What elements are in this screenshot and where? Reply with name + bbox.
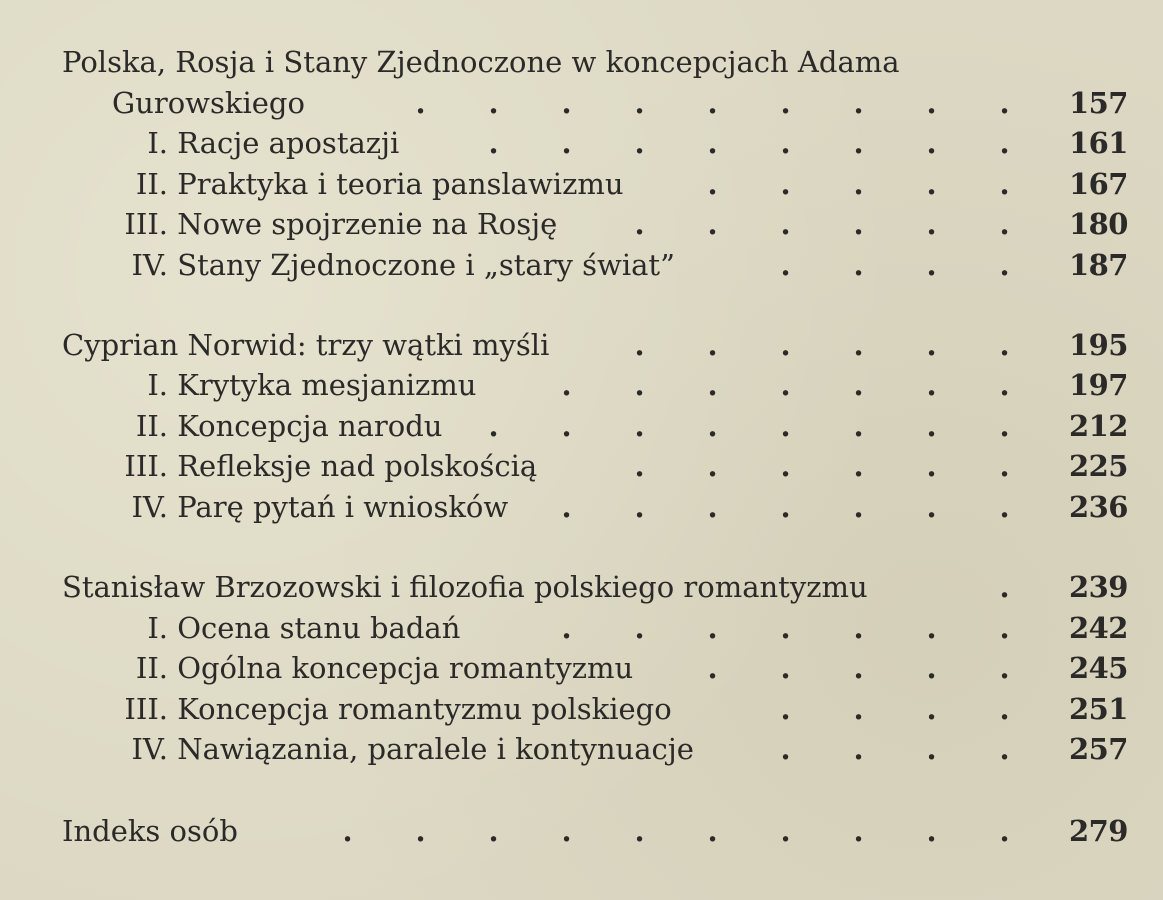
leader-dot: . [780, 732, 791, 766]
chapter-numeral: IV. [131, 248, 168, 282]
leader-dot: . [780, 248, 791, 282]
chapter-numeral: I. [147, 368, 168, 402]
leader-dot: . [926, 167, 937, 201]
leader-dot: . [415, 814, 426, 848]
leader-dot: . [707, 328, 718, 362]
section-title: Polska, Rosja i Stany Zjednoczone w koncepcjach Adama [62, 45, 900, 79]
leader-dot: . [999, 409, 1010, 443]
leader-dot: . [342, 814, 353, 848]
leader-dot: . [561, 126, 572, 160]
leader-dot: . [926, 692, 937, 726]
toc-entry [0, 204, 1163, 244]
leader-dot: . [999, 449, 1010, 483]
chapter-title: Racje apostazji [177, 126, 400, 160]
leader-dot: . [634, 126, 645, 160]
page-number: 242 [1068, 611, 1128, 645]
page-number: 180 [1068, 207, 1128, 241]
leader-dot: . [853, 732, 864, 766]
leader-dot: . [780, 368, 791, 402]
toc-entry [0, 365, 1163, 405]
leader-dot: . [707, 207, 718, 241]
toc-entry [0, 811, 1163, 851]
toc-entry [0, 648, 1163, 688]
leader-dot: . [780, 167, 791, 201]
leader-dot: . [926, 409, 937, 443]
leader-dot: . [999, 248, 1010, 282]
chapter-label [100, 204, 557, 244]
page-number: 279 [1068, 814, 1128, 848]
chapter-label [100, 365, 476, 405]
leader-dot: . [780, 449, 791, 483]
page-number: 195 [1068, 328, 1128, 362]
leader-dot: . [853, 207, 864, 241]
leader-dots [530, 608, 1041, 648]
chapter-numeral: III. [124, 207, 168, 241]
leader-dot: . [926, 651, 937, 685]
leader-dot: . [707, 651, 718, 685]
leader-dot: . [853, 409, 864, 443]
page-number: 245 [1068, 651, 1128, 685]
chapter-label [100, 245, 675, 285]
leader-dot: . [488, 409, 499, 443]
leader-dot: . [634, 611, 645, 645]
leader-dot: . [999, 490, 1010, 524]
page-number: 257 [1068, 732, 1128, 766]
leader-dot: . [561, 86, 572, 120]
page-number: 239 [1068, 570, 1128, 604]
leader-dots [530, 365, 1041, 405]
leader-dot: . [853, 86, 864, 120]
leader-dot: . [926, 126, 937, 160]
leader-dots [749, 245, 1041, 285]
chapter-title: Stany Zjednoczone i „stary świat” [177, 248, 675, 282]
chapter-title: Refleksje nad polskością [177, 449, 538, 483]
leader-dots [311, 811, 1041, 851]
leader-dot: . [561, 611, 572, 645]
chapter-label [100, 123, 399, 163]
leader-dot: . [634, 328, 645, 362]
chapter-label [100, 608, 460, 648]
leader-dot: . [853, 167, 864, 201]
leader-dot: . [999, 611, 1010, 645]
leader-dot: . [634, 409, 645, 443]
leader-dot: . [561, 490, 572, 524]
chapter-numeral: I. [147, 611, 168, 645]
chapter-label [100, 487, 508, 527]
leader-dot: . [853, 449, 864, 483]
leader-dot: . [780, 409, 791, 443]
toc-entry [0, 689, 1163, 729]
toc-entry [0, 567, 1163, 607]
chapter-label [100, 648, 633, 688]
chapter-title: Koncepcja romantyzmu polskiego [177, 692, 672, 726]
leader-dot: . [999, 126, 1010, 160]
page-number: 167 [1068, 167, 1128, 201]
leader-dot: . [488, 86, 499, 120]
chapter-numeral: IV. [131, 732, 168, 766]
leader-dot: . [853, 328, 864, 362]
leader-dots [603, 446, 1041, 486]
leader-dot: . [853, 611, 864, 645]
leader-dot: . [488, 126, 499, 160]
chapter-numeral: III. [124, 692, 168, 726]
leader-dot: . [926, 86, 937, 120]
chapter-numeral: II. [135, 409, 168, 443]
leader-dot: . [999, 167, 1010, 201]
leader-dot: . [634, 814, 645, 848]
leader-dot: . [780, 490, 791, 524]
leader-dot: . [707, 126, 718, 160]
leader-dot: . [853, 651, 864, 685]
leader-dot: . [853, 368, 864, 402]
leader-dot: . [926, 368, 937, 402]
leader-dots [968, 567, 1041, 607]
chapter-label [100, 689, 672, 729]
leader-dot: . [780, 692, 791, 726]
leader-dot: . [634, 86, 645, 120]
leader-dot: . [707, 368, 718, 402]
chapter-numeral: III. [124, 449, 168, 483]
page-number: 225 [1068, 449, 1128, 483]
leader-dot: . [926, 207, 937, 241]
chapter-title: Ocena stanu badań [177, 611, 461, 645]
leader-dot: . [634, 490, 645, 524]
leader-dot: . [780, 611, 791, 645]
chapter-title: Nowe spojrzenie na Rosję [177, 207, 558, 241]
leader-dot: . [561, 368, 572, 402]
chapter-label [100, 164, 624, 204]
leader-dot: . [853, 248, 864, 282]
chapter-title: Krytyka mesjanizmu [177, 368, 477, 402]
leader-dot: . [707, 814, 718, 848]
leader-dot: . [780, 126, 791, 160]
leader-dot: . [707, 611, 718, 645]
page-number: 187 [1068, 248, 1128, 282]
chapter-title: Praktyka i teoria panslawizmu [177, 167, 624, 201]
leader-dot: . [780, 207, 791, 241]
leader-dot: . [707, 449, 718, 483]
leader-dot: . [926, 611, 937, 645]
leader-dot: . [780, 86, 791, 120]
leader-dots [603, 204, 1041, 244]
chapter-numeral: II. [135, 167, 168, 201]
toc-entry [0, 83, 1163, 123]
leader-dot: . [999, 368, 1010, 402]
page-number: 161 [1068, 126, 1128, 160]
leader-dot: . [999, 651, 1010, 685]
leader-dot: . [488, 814, 499, 848]
leader-dot: . [415, 86, 426, 120]
leader-dot: . [926, 490, 937, 524]
chapter-numeral: IV. [131, 490, 168, 524]
leader-dot: . [926, 449, 937, 483]
chapter-label [100, 729, 694, 769]
section-title: Stanisław Brzozowski i filozofia polskiego romantyzmu [62, 570, 868, 604]
leader-dots [676, 648, 1041, 688]
toc-entry [0, 406, 1163, 446]
toc-entry [0, 164, 1163, 204]
leader-dot: . [999, 814, 1010, 848]
leader-dots [530, 487, 1041, 527]
leader-dots [676, 164, 1041, 204]
chapter-numeral: II. [135, 651, 168, 685]
toc-entry [0, 123, 1163, 163]
leader-dot: . [853, 814, 864, 848]
leader-dot: . [926, 328, 937, 362]
leader-dot: . [926, 814, 937, 848]
page-number: 212 [1068, 409, 1128, 443]
toc-entry [0, 487, 1163, 527]
leader-dot: . [707, 490, 718, 524]
section-heading [0, 42, 1163, 82]
leader-dot: . [999, 732, 1010, 766]
leader-dot: . [634, 207, 645, 241]
leader-dot: . [999, 207, 1010, 241]
toc-entry [0, 608, 1163, 648]
leader-dot: . [780, 328, 791, 362]
page-number: 197 [1068, 368, 1128, 402]
page-number: 157 [1068, 86, 1128, 120]
leader-dot: . [926, 732, 937, 766]
leader-dot: . [999, 692, 1010, 726]
leader-dot: . [707, 409, 718, 443]
chapter-label [100, 406, 442, 446]
leader-dots [384, 83, 1041, 123]
chapter-title: Ogólna koncepcja romantyzmu [177, 651, 634, 685]
leader-dot: . [926, 248, 937, 282]
leader-dots [749, 729, 1041, 769]
leader-dot: . [634, 368, 645, 402]
leader-dot: . [853, 490, 864, 524]
section-title: Cyprian Norwid: trzy wątki myśli [62, 328, 550, 362]
leader-dot: . [999, 328, 1010, 362]
leader-dot: . [561, 814, 572, 848]
toc-entry [0, 446, 1163, 486]
leader-dot: . [707, 167, 718, 201]
leader-dot: . [999, 570, 1010, 604]
leader-dot: . [853, 126, 864, 160]
leader-dots [457, 123, 1041, 163]
chapter-numeral: I. [147, 126, 168, 160]
toc-entry [0, 729, 1163, 769]
chapter-label [100, 446, 537, 486]
chapter-title: Parę pytań i wniosków [177, 490, 509, 524]
toc-entry [0, 245, 1163, 285]
chapter-title: Koncepcja narodu [177, 409, 443, 443]
index-title: Indeks osób [62, 814, 238, 848]
leader-dot: . [707, 86, 718, 120]
leader-dot: . [780, 651, 791, 685]
leader-dot: . [780, 814, 791, 848]
page-number: 251 [1068, 692, 1128, 726]
leader-dot: . [853, 692, 864, 726]
page-number: 236 [1068, 490, 1128, 524]
toc-entry [0, 325, 1163, 365]
leader-dots [603, 325, 1041, 365]
chapter-title: Nawiązania, paralele i kontynuacje [177, 732, 694, 766]
leader-dots [457, 406, 1041, 446]
leader-dots [749, 689, 1041, 729]
leader-dot: . [999, 86, 1010, 120]
leader-dot: . [634, 449, 645, 483]
section-title-continuation: Gurowskiego [112, 86, 305, 120]
leader-dot: . [561, 409, 572, 443]
